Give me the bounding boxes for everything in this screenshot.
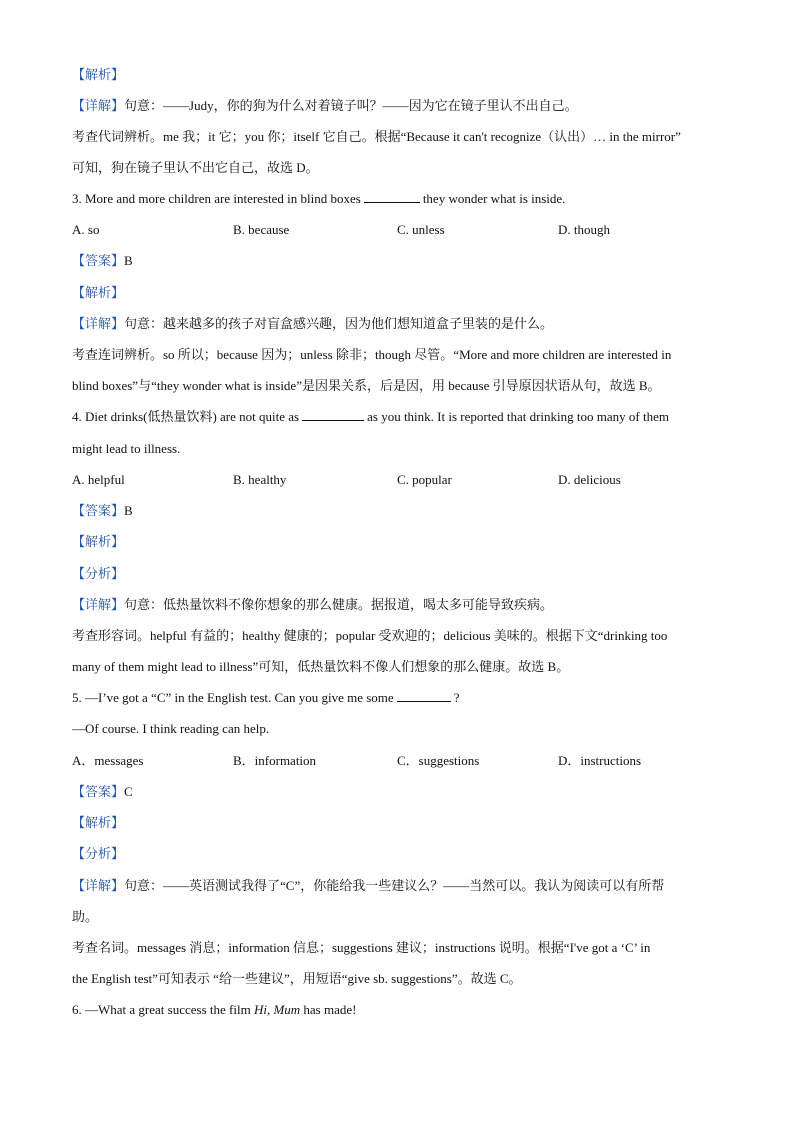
- q5-answer: [72, 783, 734, 801]
- q2-detail: [72, 97, 734, 115]
- q3-stem-a: 3. More and more children are interested in blind boxes: [72, 191, 361, 206]
- q3-option-b: B. because: [233, 222, 290, 237]
- q4-stem-a: 4. Diet drinks(低热量饮料) are not quite as: [72, 409, 300, 424]
- q5-option-c: C．suggestions: [397, 753, 480, 768]
- q2-analysis-2: 可知，狗在镜子里认不出它自己，故选 D。: [72, 160, 319, 175]
- q4-detail: [72, 596, 734, 614]
- xiangjie-label: 【详解】: [72, 878, 125, 893]
- q5-analysis-1: 考查名词。messages 消息；information 信息；suggestions 建议；instructions 说明。根据“I've got a ‘C’ in: [72, 940, 651, 955]
- q4-option-b: B. healthy: [233, 472, 287, 487]
- q4-blank: [302, 408, 364, 421]
- q4-stem-b: as you think. It is reported that drinking too many of them: [367, 409, 669, 424]
- xiangjie-label: 【详解】: [72, 98, 125, 113]
- fenxi-label: 【分析】: [72, 846, 125, 861]
- q3-answer: [72, 252, 734, 270]
- q4-option-c: C. popular: [397, 472, 452, 487]
- q3-analysis-1: 考查连词辨析。so 所以；because 因为；unless 除非；though 尽管。“More and more children are interested in: [72, 347, 672, 362]
- daan-label: 【答案】: [72, 503, 125, 518]
- q5-detail-2: 助。: [72, 909, 99, 924]
- q3-answer-value: B: [124, 253, 133, 268]
- q4-analysis-2: many of them might lead to illness”可知，低热量饮料不像人们想象的那么健康。故选 B。: [72, 659, 570, 674]
- daan-label: 【答案】: [72, 253, 125, 268]
- fenxi-label: 【分析】: [72, 566, 125, 581]
- q6-stem-b: has made!: [303, 1002, 357, 1017]
- q5-stem-reply: —Of course. I think reading can help.: [72, 721, 270, 736]
- q5-detail-1: [72, 877, 734, 895]
- q2-detail-text: 句意：——Judy，你的狗为什么对着镜子叫？——因为它在镜子里认不出自己。: [124, 98, 578, 113]
- q4-stem-continued: might lead to illness.: [72, 441, 181, 456]
- q3-stem: [72, 190, 734, 208]
- jiexi-label: 【解析】: [72, 534, 125, 549]
- q5-detail-text: 句意：——英语测试我得了“C”，你能给我一些建议么？——当然可以。我认为阅读可以有所帮: [124, 878, 665, 893]
- xiangjie-label: 【详解】: [72, 316, 125, 331]
- q3-blank: [364, 190, 420, 203]
- q3-option-d: D. though: [558, 222, 610, 237]
- q4-answer: [72, 502, 734, 520]
- jiexi-label: 【解析】: [72, 67, 125, 82]
- q6-film-title: Hi, Mum: [253, 1002, 301, 1017]
- q3-option-c: C. unless: [397, 222, 445, 237]
- q6-stem: [72, 1001, 734, 1019]
- q4-answer-value: B: [124, 503, 133, 518]
- q3-option-a: A. so: [72, 222, 100, 237]
- q4-analysis-1: 考查形容词。helpful 有益的；healthy 健康的；popular 受欢迎的；delicious 美味的。根据下文“drinking too: [72, 628, 668, 643]
- q5-analysis-2: the English test”可知表示 “给一些建议”，用短语“give sb. suggestions”。故选 C。: [72, 971, 522, 986]
- daan-label: 【答案】: [72, 784, 125, 799]
- q4-detail-text: 句意：低热量饮料不像你想象的那么健康。据报道，喝太多可能导致疾病。: [124, 597, 554, 612]
- q4-stem: [72, 408, 734, 426]
- q6-stem-a: 6. —What a great success the film: [72, 1002, 251, 1017]
- xiangjie-label: 【详解】: [72, 597, 125, 612]
- q4-option-a: A. helpful: [72, 472, 125, 487]
- q4-option-d: D. delicious: [558, 472, 621, 487]
- jiexi-label: 【解析】: [72, 285, 125, 300]
- q3-analysis-2: blind boxes”与“they wonder what is inside”是因果关系，后是因，用 because 引导原因状语从句，故选 B。: [72, 378, 661, 393]
- q3-detail: [72, 315, 734, 333]
- q3-detail-text: 句意：越来越多的孩子对盲盒感兴趣，因为他们想知道盒子里装的是什么。: [124, 316, 554, 331]
- q5-stem: [72, 689, 734, 707]
- q3-stem-b: they wonder what is inside.: [422, 191, 566, 206]
- q5-stem-b: ?: [453, 690, 460, 705]
- q2-analysis-1: 考查代词辨析。me 我；it 它；you 你；itself 它自己。根据“Because it can't recognize（认出）… in the mirror”: [72, 129, 681, 144]
- q5-option-a: A．messages: [72, 753, 144, 768]
- q5-blank: [397, 689, 451, 702]
- q5-answer-value: C: [124, 784, 133, 799]
- q5-stem-a: 5. —I’ve got a “C” in the English test. Can you give me some: [72, 690, 394, 705]
- q5-option-d: D．instructions: [558, 753, 642, 768]
- jiexi-label: 【解析】: [72, 815, 125, 830]
- q5-option-b: B．information: [233, 753, 317, 768]
